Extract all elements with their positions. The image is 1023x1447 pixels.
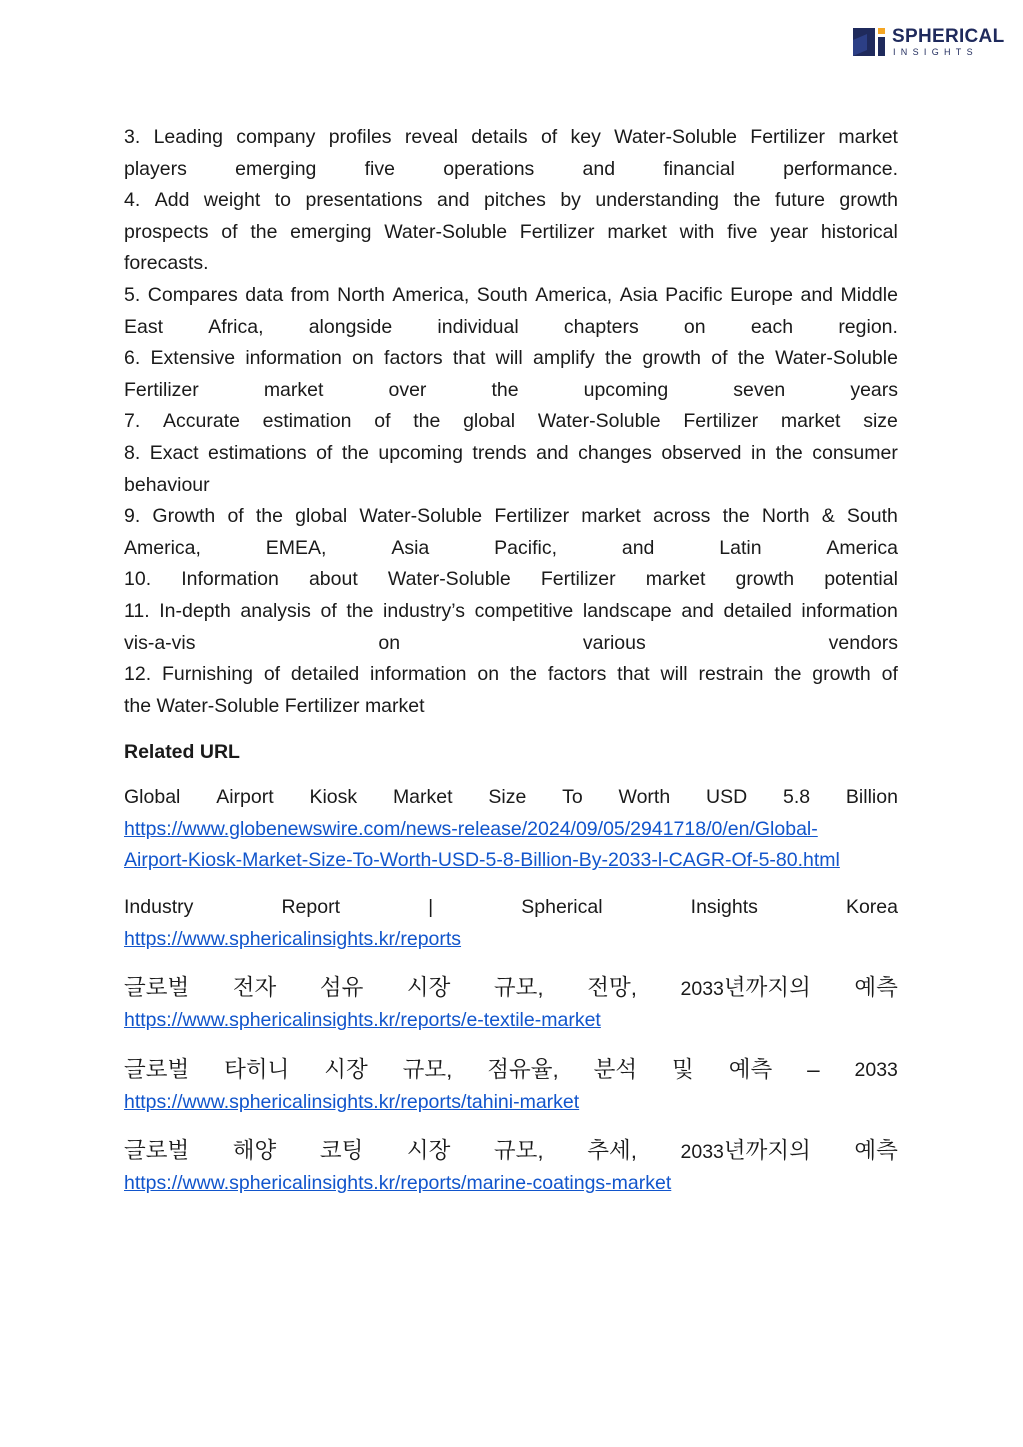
word: the — [491, 378, 519, 401]
word: North — [337, 283, 385, 306]
word: details — [471, 126, 528, 148]
word: the — [737, 347, 765, 370]
word: years — [850, 378, 898, 401]
word: Leading — [153, 126, 223, 148]
body-line — [124, 343, 898, 375]
word: global — [295, 505, 348, 528]
body-line — [124, 501, 898, 533]
word: Spherical — [521, 896, 603, 919]
related-url-link[interactable]: https://www.sphericalinsights.kr/reports — [124, 927, 462, 950]
word: future — [775, 189, 825, 212]
word: growth — [839, 189, 898, 212]
body-line — [124, 375, 898, 407]
related-url-link[interactable]: https://www.sphericalinsights.kr/reports/tahini-market — [124, 1090, 580, 1113]
word: 시장 — [324, 1056, 368, 1082]
word: – — [807, 1056, 820, 1082]
word: 9. — [124, 505, 141, 528]
word: information — [370, 663, 467, 686]
word: 섬유 — [319, 975, 364, 1001]
word: and — [437, 189, 470, 212]
word: region. — [838, 315, 898, 338]
word: analysis — [240, 599, 311, 622]
word: the — [413, 410, 441, 433]
word: 코팅 — [319, 1138, 364, 1164]
word: on — [378, 631, 401, 654]
word: 12. — [124, 663, 152, 686]
word: pitches — [484, 189, 546, 212]
word: the — [605, 347, 633, 370]
word: Accurate — [162, 410, 240, 433]
word: South — [846, 505, 898, 528]
word: by — [560, 189, 581, 212]
word: Water-Soluble — [614, 126, 737, 148]
word: Water-Soluble — [537, 410, 661, 433]
word: chapters — [563, 315, 639, 338]
word: 10. — [124, 568, 152, 591]
word: factors — [547, 663, 607, 686]
word: Fertilizer — [519, 220, 595, 243]
word: 전자 — [232, 975, 277, 1001]
word: the — [733, 189, 761, 212]
word: of — [227, 505, 244, 528]
word: of — [320, 599, 337, 622]
word: and — [681, 599, 714, 622]
word: 해양 — [232, 1138, 277, 1164]
word: global — [463, 410, 516, 433]
body-line: behaviour — [124, 473, 210, 496]
related-url-title — [124, 1053, 898, 1087]
word: growth — [735, 568, 795, 591]
word: players — [124, 157, 187, 180]
related-url-link[interactable]: https://www.sphericalinsights.kr/reports/marine-coatings-market — [124, 1172, 672, 1195]
body-line — [124, 438, 898, 470]
word: upcoming — [378, 441, 463, 464]
word: market — [607, 220, 667, 243]
word: Kiosk — [309, 786, 358, 809]
word: 규모, — [493, 975, 544, 1001]
word: Fertilizer — [540, 568, 616, 591]
word: Industry — [124, 896, 194, 919]
word: factors — [384, 347, 443, 370]
word: Report — [281, 896, 340, 919]
body-line — [124, 533, 898, 565]
word: Fertilizer — [750, 126, 826, 148]
body-line — [124, 312, 898, 344]
word: the — [774, 663, 802, 686]
document-body — [124, 122, 898, 1200]
related-url-entry — [124, 971, 898, 1037]
body-line — [124, 122, 898, 154]
word: East — [124, 315, 164, 338]
word: presentations — [305, 189, 423, 212]
word: data — [245, 283, 284, 306]
body-line — [124, 659, 898, 691]
word: of — [263, 663, 281, 686]
word: To — [562, 786, 583, 809]
word: performance. — [783, 157, 898, 180]
word: 예측 — [854, 975, 898, 1001]
word: reveal — [404, 126, 458, 148]
word: and — [536, 441, 569, 464]
word: from — [290, 283, 330, 306]
word: of — [540, 126, 558, 148]
word: 규모, — [402, 1056, 453, 1082]
word: Latin — [719, 536, 762, 559]
logo-mark-icon — [853, 28, 887, 56]
word: to — [274, 189, 292, 212]
word: 예측 — [728, 1056, 773, 1082]
word: amplify — [533, 347, 595, 370]
word: vis-a-vis — [124, 631, 196, 654]
word: 5. — [124, 283, 141, 306]
word: and — [621, 536, 655, 559]
word: 2033년까지의 — [680, 1138, 811, 1164]
word: market — [780, 410, 841, 433]
word: South — [476, 283, 528, 306]
related-url-heading: Related URL — [124, 741, 240, 764]
word: Size — [488, 786, 527, 809]
word: 시장 — [406, 975, 451, 1001]
word: market — [263, 378, 324, 401]
word: Middle — [840, 283, 898, 306]
logo-title: SPHERICAL — [892, 26, 1005, 47]
word: emerging — [235, 157, 317, 180]
word: estimation — [262, 410, 352, 433]
related-url-link[interactable]: Airport-Kiosk-Market-Size-To-Worth-USD-5-8-Billion-By-2033-l-CAGR-Of-5-80.html — [124, 849, 840, 872]
word: 5.8 — [782, 786, 811, 809]
word: Global — [124, 786, 181, 809]
word: landscape — [582, 599, 672, 622]
word: on — [683, 315, 706, 338]
related-url-entry — [124, 782, 898, 877]
word: competitive — [474, 599, 574, 622]
word: vendors — [828, 631, 898, 654]
word: with — [679, 220, 715, 243]
word: 추세, — [587, 1138, 637, 1164]
word: understanding — [595, 189, 719, 212]
word: Insights — [690, 896, 758, 919]
word: 예측 — [854, 1138, 898, 1164]
word: 타히니 — [224, 1056, 290, 1082]
word: of — [221, 220, 238, 243]
word: trends — [472, 441, 527, 464]
related-url-title — [124, 782, 898, 814]
word: over — [388, 378, 427, 401]
word: 전망, — [587, 975, 637, 1001]
word: information — [801, 599, 898, 622]
word: Asia — [391, 536, 430, 559]
word: estimations — [207, 441, 307, 464]
body-line — [124, 564, 898, 596]
word: In-depth — [159, 599, 231, 622]
word: the — [255, 505, 283, 528]
word: America, — [535, 283, 613, 306]
body-line — [124, 596, 898, 628]
word: detailed — [290, 663, 360, 686]
word: observed — [661, 441, 742, 464]
word: Africa, — [208, 315, 264, 338]
word: Furnishing — [161, 663, 253, 686]
word: restrain — [698, 663, 764, 686]
word: financial — [663, 157, 735, 180]
body-line — [124, 280, 898, 312]
word: Extensive — [150, 347, 236, 370]
word: 규모, — [493, 1138, 544, 1164]
word: size — [863, 410, 898, 433]
word: Pacific, — [494, 536, 557, 559]
word: Water-Soluble — [359, 505, 483, 528]
body-line — [124, 628, 898, 660]
word: 7. — [124, 410, 141, 433]
word: 8. — [124, 441, 141, 464]
word: and — [800, 283, 834, 306]
word: company — [236, 126, 316, 148]
word: Pacific — [665, 283, 723, 306]
word: the — [341, 441, 369, 464]
word: on — [352, 347, 374, 370]
word: prospects — [124, 220, 209, 243]
word: 글로벌 — [124, 1138, 190, 1164]
word: market — [645, 568, 706, 591]
word: 2033년까지의 — [680, 975, 811, 1001]
word: of — [316, 441, 333, 464]
word: alongside — [308, 315, 393, 338]
word: USD — [706, 786, 748, 809]
word: operations — [443, 157, 535, 180]
word: industry’s — [383, 599, 466, 622]
word: Compares — [147, 283, 238, 306]
word: Worth — [618, 786, 671, 809]
word: five — [727, 220, 758, 243]
related-url-entry — [124, 1134, 898, 1200]
word: that — [452, 347, 486, 370]
word: Fertilizer — [124, 378, 199, 401]
word: Growth — [152, 505, 216, 528]
word: 11. — [124, 599, 150, 622]
word: that — [617, 663, 650, 686]
word: profiles — [328, 126, 392, 148]
word: Market — [392, 786, 453, 809]
spherical-insights-logo — [853, 26, 1005, 59]
word: across — [653, 505, 711, 528]
word: year — [770, 220, 809, 243]
word: Fertilizer — [683, 410, 759, 433]
word: 점유율, — [487, 1056, 559, 1082]
word: information — [245, 347, 342, 370]
word: Europe — [730, 283, 793, 306]
word: and — [582, 157, 616, 180]
word: of — [374, 410, 391, 433]
word: of — [711, 347, 728, 370]
related-url-entry — [124, 1053, 898, 1119]
related-url-title — [124, 1134, 898, 1168]
word: Fertilizer — [494, 505, 570, 528]
word: | — [428, 896, 434, 919]
word: detailed — [723, 599, 792, 622]
word: Add — [154, 189, 190, 212]
word: 및 — [672, 1056, 694, 1082]
word: upcoming — [583, 378, 669, 401]
word: market — [838, 126, 898, 148]
word: America, — [392, 283, 470, 306]
word: growth — [642, 347, 701, 370]
body-line: forecasts. — [124, 252, 209, 275]
word: 글로벌 — [124, 975, 190, 1001]
body-line — [124, 406, 898, 438]
word: North — [761, 505, 810, 528]
word: growth — [812, 663, 871, 686]
word: each — [750, 315, 794, 338]
word: Water-Soluble — [384, 220, 508, 243]
word: will — [660, 663, 688, 686]
word: five — [364, 157, 395, 180]
word: Airport — [216, 786, 274, 809]
related-url-link[interactable]: https://www.sphericalinsights.kr/reports/e-textile-market — [124, 1009, 601, 1032]
word: the — [509, 663, 537, 686]
word: about — [308, 568, 358, 591]
related-url-list — [124, 782, 898, 1200]
word: on — [477, 663, 500, 686]
word: Information — [181, 568, 279, 591]
body-line — [124, 154, 898, 186]
word: potential — [824, 568, 898, 591]
word: will — [495, 347, 523, 370]
word: market — [581, 505, 641, 528]
body-paragraph — [124, 122, 898, 722]
word: the — [722, 505, 750, 528]
word: EMEA, — [265, 536, 327, 559]
word: key — [570, 126, 601, 148]
word: of — [881, 663, 898, 686]
related-url-entry — [124, 892, 898, 955]
word: the — [346, 599, 374, 622]
word: individual — [437, 315, 519, 338]
word: the — [250, 220, 278, 243]
word: consumer — [812, 441, 898, 464]
word: Korea — [845, 896, 898, 919]
word: & — [821, 505, 835, 528]
word: historical — [820, 220, 898, 243]
word: America, — [124, 536, 201, 559]
word: emerging — [290, 220, 372, 243]
related-url-title — [124, 892, 898, 924]
word: seven — [733, 378, 786, 401]
word: 글로벌 — [124, 1056, 190, 1082]
body-line: the Water-Soluble Fertilizer market — [124, 694, 425, 717]
word: 분석 — [593, 1056, 638, 1082]
body-line — [124, 185, 898, 217]
logo-subtitle: INSIGHTS — [893, 47, 978, 57]
related-url-link[interactable]: https://www.globenewswire.com/news-release/2024/09/05/2941718/0/en/Global- — [124, 817, 818, 840]
word: in — [751, 441, 767, 464]
word: various — [582, 631, 646, 654]
word: Water-Soluble — [775, 347, 898, 370]
related-url-title — [124, 971, 898, 1005]
word: weight — [203, 189, 261, 212]
word: 3. — [124, 126, 141, 148]
word: 4. — [124, 189, 141, 212]
word: Water-Soluble — [387, 568, 511, 591]
word: the — [775, 441, 803, 464]
word: 시장 — [406, 1138, 451, 1164]
word: Exact — [149, 441, 199, 464]
body-line — [124, 217, 898, 249]
word: Billion — [845, 786, 898, 809]
word: 2033 — [854, 1058, 898, 1081]
word: America — [826, 536, 898, 559]
word: Asia — [619, 283, 658, 306]
word: changes — [578, 441, 652, 464]
word: 6. — [124, 347, 141, 370]
